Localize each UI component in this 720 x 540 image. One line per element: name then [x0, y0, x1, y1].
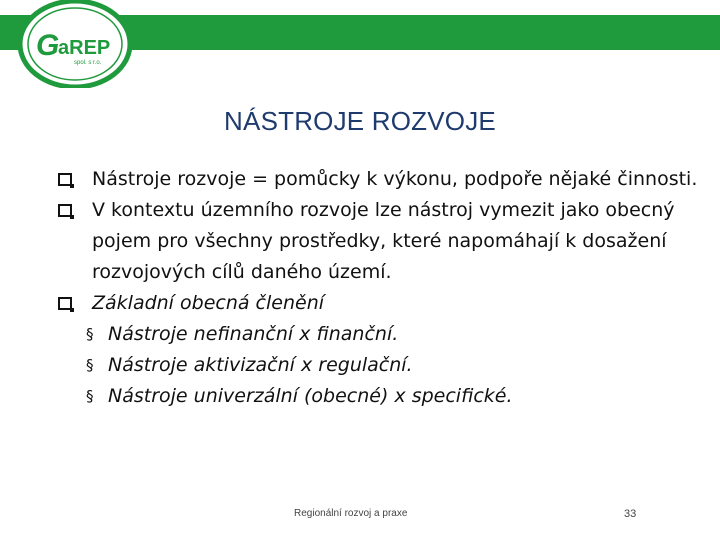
garep-logo: [18, 0, 132, 88]
checkbox-bullet-icon: [58, 297, 72, 310]
bullet-item: Základní obecná členění: [56, 288, 706, 319]
bullet-item: V kontextu územního rozvoje lze nástroj vymezit jako obecný pojem pro všechny prostředky, které napomáhají k dosažení rozvojových cílů daného území.: [56, 195, 706, 288]
bullet-list: [56, 164, 706, 412]
slide-title: NÁSTROJE ROZVOJE: [224, 106, 496, 136]
page-number: 33: [624, 508, 637, 520]
sub-bullet-item: § Nástroje univerzální (obecné) x specifické.: [56, 381, 706, 412]
checkbox-bullet-icon: [58, 204, 72, 217]
svg-text:spol. s r.o.: spol. s r.o.: [74, 60, 102, 66]
svg-text:aREP: aREP: [58, 37, 111, 59]
footer-course-name: Regionální rozvoj a praxe: [294, 508, 408, 519]
section-bullet-icon: §: [86, 356, 94, 374]
checkbox-bullet-icon: [58, 173, 72, 186]
section-bullet-icon: §: [86, 387, 94, 405]
sub-bullet-item: § Nástroje aktivizační x regulační.: [56, 350, 706, 381]
sub-bullet-item: § Nástroje nefinanční x finanční.: [56, 319, 706, 350]
section-bullet-icon: §: [86, 325, 94, 343]
svg-text:G: G: [36, 29, 60, 62]
bullet-item: Nástroje rozvoje = pomůcky k výkonu, podpoře nějaké činnosti.: [56, 164, 706, 195]
